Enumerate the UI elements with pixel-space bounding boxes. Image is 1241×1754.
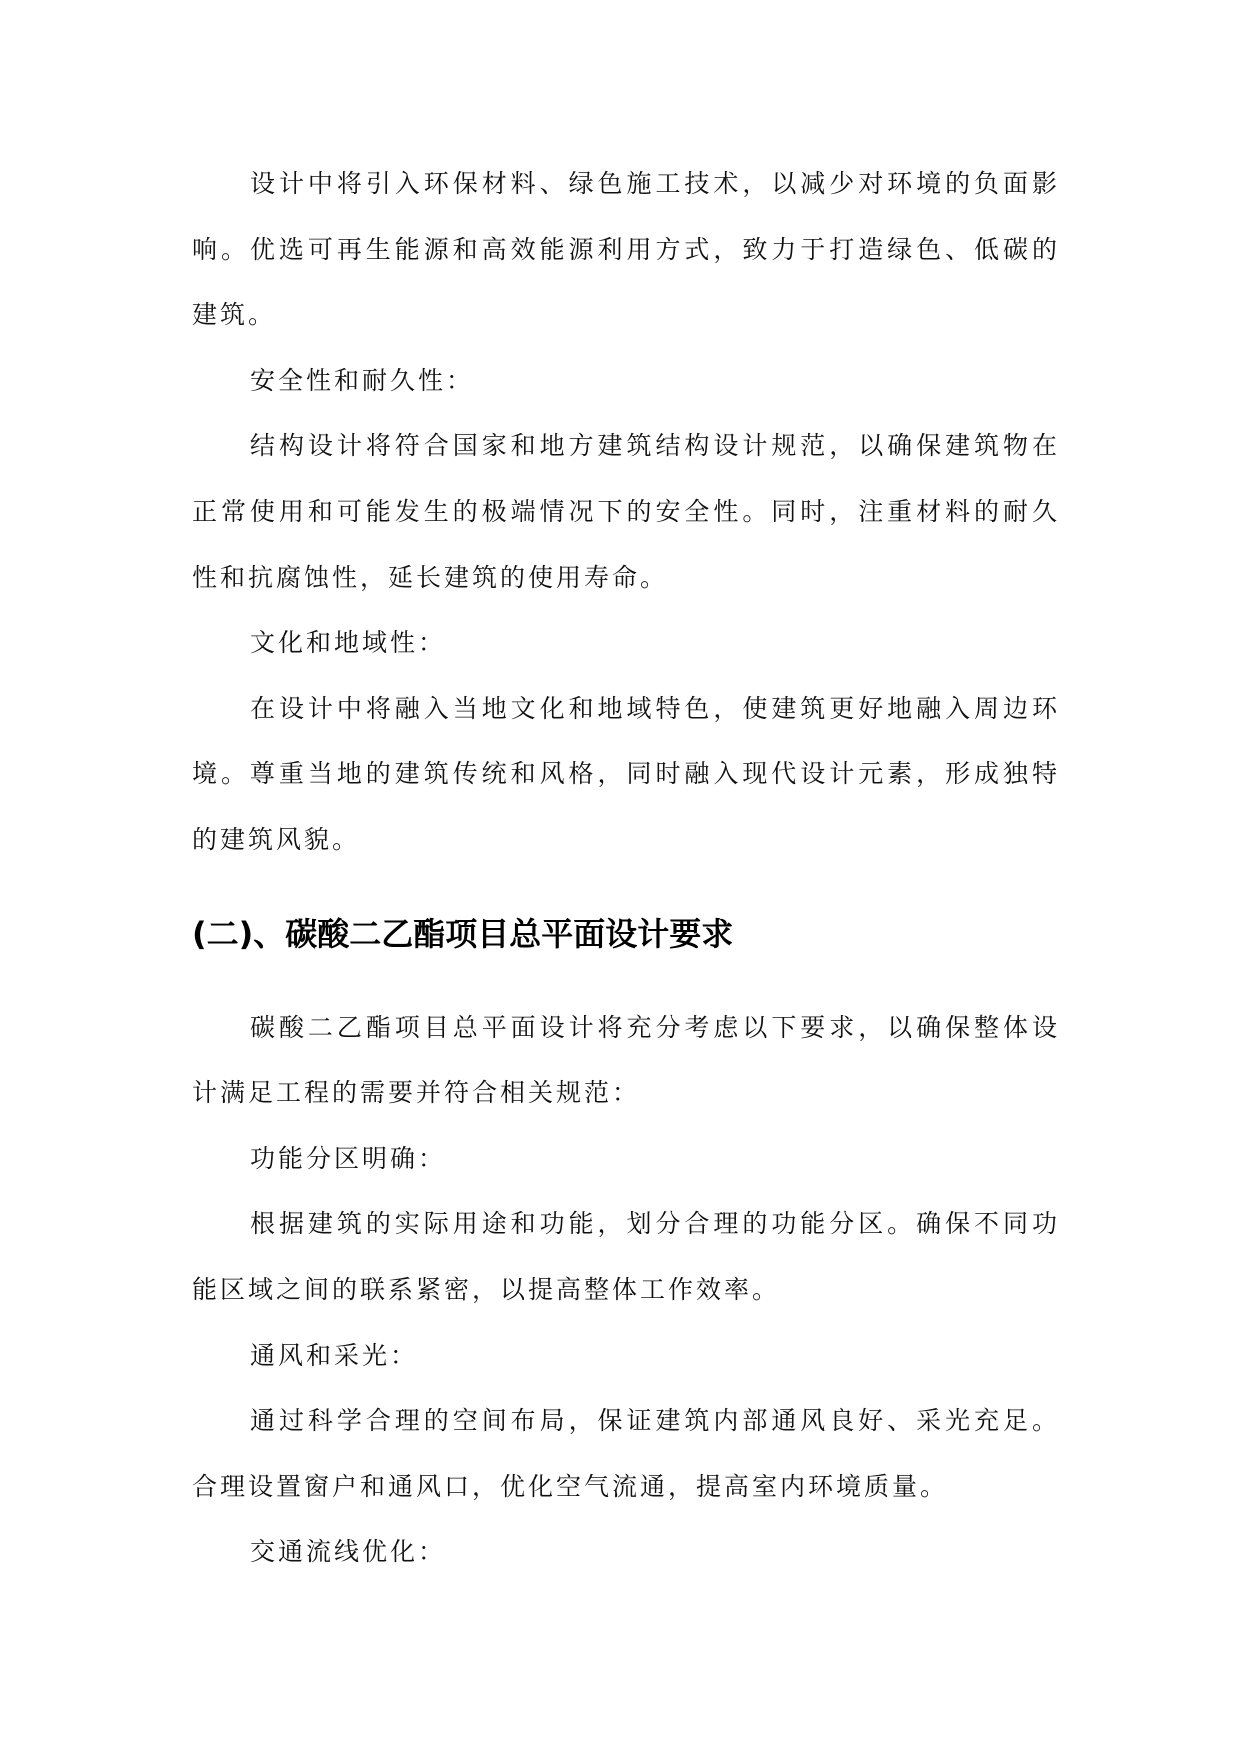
paragraph-zoning [192,1191,1060,1322]
paragraph-line: 通过科学合理的空间布局，保证建筑内部通风良好、采光充足。 [250,1406,1060,1436]
paragraph-line: 碳酸二乙酯项目总平面设计将充分考虑以下要求，以确保整体设 [250,1012,1060,1042]
subheading-traffic: 交通流线优化： [250,1537,447,1567]
paragraph-line: 境。尊重当地的建筑传统和风格，同时融入现代设计元素，形成独特 [192,759,1060,789]
paragraph-ventilation [192,1388,1060,1519]
subheading-zoning: 功能分区明确： [250,1143,447,1173]
paragraph-line: 设计中将引入环保材料、绿色施工技术，以减少对环境的负面影 [250,169,1060,198]
subheading-culture: 文化和地域性： [250,628,447,658]
paragraph-line: 的建筑风貌。 [192,824,361,854]
subheading-safety: 安全性和耐久性： [250,365,475,395]
paragraph-line: 根据建筑的实际用途和功能，划分合理的功能分区。确保不同功 [250,1209,1060,1239]
paragraph-line: 性和抗腐蚀性，延长建筑的使用寿命。 [192,562,669,592]
paragraph-line: 计满足工程的需要并符合相关规范： [192,1078,641,1108]
paragraph-safety [192,413,1060,610]
paragraph-line: 正常使用和可能发生的极端情况下的安全性。同时，注重材料的耐久 [192,496,1060,526]
document-page [192,151,1060,1585]
paragraph-culture [192,676,1060,873]
paragraph-green-design [192,151,1060,348]
paragraph-line: 结构设计将符合国家和地方建筑结构设计规范，以确保建筑物在 [250,431,1060,461]
subheading-ventilation: 通风和采光： [250,1340,419,1370]
section-heading: (二)、碳酸二乙酯项目总平面设计要求 [192,914,734,953]
paragraph-line: 在设计中将融入当地文化和地域特色，使建筑更好地融入周边环 [250,693,1060,723]
paragraph-line: 响。优选可再生能源和高效能源利用方式，致力于打造绿色、低碳的 [192,234,1060,264]
paragraph-intro [192,995,1060,1126]
paragraph-line: 合理设置窗户和通风口，优化空气流通，提高室内环境质量。 [192,1471,949,1501]
paragraph-line: 能区域之间的联系紧密，以提高整体工作效率。 [192,1274,781,1304]
paragraph-line: 建筑。 [192,300,277,330]
